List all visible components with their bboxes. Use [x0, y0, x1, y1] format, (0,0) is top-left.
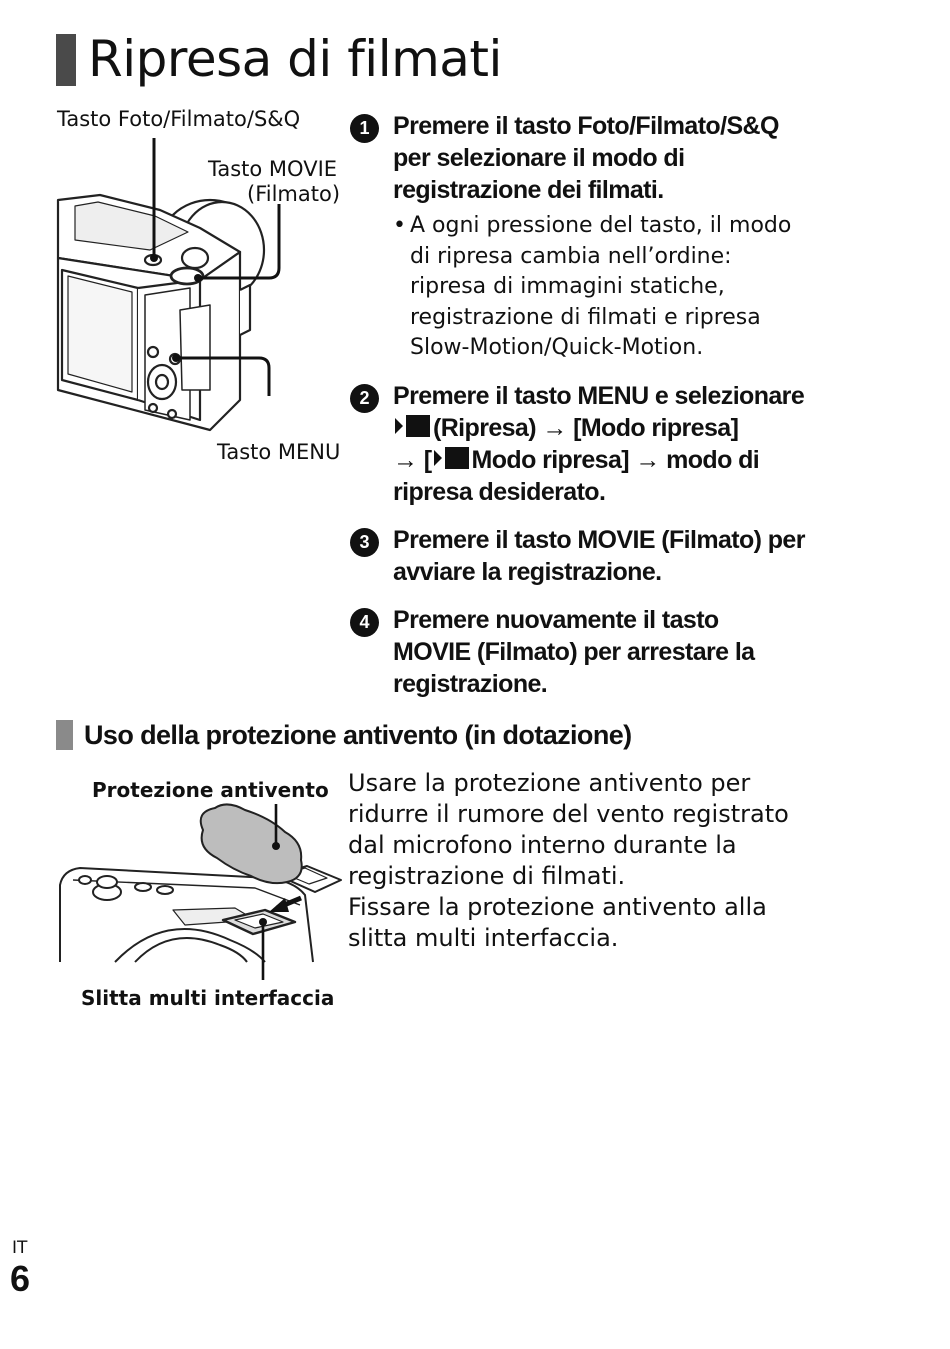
callout-multi-interface-shoe: Slitta multi interfaccia [81, 986, 335, 1010]
page-number: 6 [10, 1258, 31, 1299]
step-number-3: 3 [350, 528, 379, 557]
callout-movie-line2: (Filmato) [247, 182, 341, 206]
callout-menu-button: Tasto MENU [217, 440, 341, 464]
section-marker [56, 720, 73, 750]
step-2-ripresa: (Ripresa) [433, 413, 536, 442]
step-number-1: 1 [350, 114, 379, 143]
step-1 [350, 110, 820, 364]
title-bar-marker [56, 34, 76, 86]
step-4 [350, 604, 820, 700]
body-line: slitta multi interfaccia. [348, 924, 619, 952]
step-3-line: avviare la registrazione. [393, 557, 662, 586]
step-3 [350, 524, 820, 588]
arrow-icon: → [635, 445, 660, 474]
note-line: A ogni pressione del tasto, il modo [410, 213, 792, 238]
arrow-icon: → [393, 445, 418, 474]
step-2-line: Premere il tasto MENU e selezionare [393, 381, 805, 410]
step-1-line: Premere il tasto Foto/Filmato/S&Q [393, 112, 779, 140]
step-2-menu-item: [Modo ripresa] [573, 413, 739, 442]
step-3-text [393, 524, 820, 588]
steps-list [350, 110, 820, 716]
step-2-submenu-item: Modo ripresa] [471, 445, 629, 474]
section-body [348, 768, 828, 954]
step-2-line [393, 412, 820, 444]
step-1-text [393, 110, 820, 206]
step-4-text [393, 604, 820, 700]
page-language: IT [12, 1238, 28, 1258]
arrow-icon: → [542, 413, 567, 442]
camera-figure [50, 100, 350, 480]
step-1-note [393, 211, 820, 364]
callout-mode-button: Tasto Foto/Filmato/S&Q [57, 107, 301, 131]
step-3-line: Premere il tasto MOVIE (Filmato) per [393, 525, 805, 554]
step-2-bracket: [ [423, 445, 432, 474]
step-number-2: 2 [350, 384, 379, 413]
step-2 [350, 380, 820, 508]
step-1-line: per selezionare il modo di [393, 144, 685, 172]
step-2-line: ripresa desiderato. [393, 477, 606, 506]
windscreen-figure [55, 770, 350, 1020]
step-2-text [393, 380, 820, 508]
step-1-line: registrazione dei filmati. [393, 176, 664, 204]
page-title: Ripresa di filmati [88, 30, 502, 88]
note-line: di ripresa cambia nell’ordine: [410, 243, 732, 269]
body-line: dal microfono interno durante la [348, 831, 737, 859]
step-number-4: 4 [350, 608, 379, 637]
note-line: registrazione di filmati e ripresa [410, 304, 761, 330]
body-line: registrazione di filmati. [348, 862, 626, 890]
body-line: Fissare la protezione antivento alla [348, 893, 767, 921]
step-4-line: MOVIE (Filmato) per arrestare la [393, 637, 755, 666]
shooting-mode-icon [393, 412, 433, 440]
step-4-line: Premere nuovamente il tasto [393, 605, 719, 634]
note-line: Slow-Motion/Quick-Motion. [410, 335, 704, 360]
step-2-line [393, 444, 820, 476]
body-line: ridurre il rumore del vento registrato [348, 800, 789, 828]
body-line: Usare la protezione antivento per [348, 769, 751, 797]
callout-windscreen: Protezione antivento [92, 778, 329, 802]
shooting-mode-icon [432, 444, 472, 472]
bullet-dot: • [393, 213, 406, 238]
section-title: Uso della protezione antivento (in dotazione) [84, 720, 632, 750]
callout-movie-line1: Tasto MOVIE [208, 157, 338, 181]
step-4-line: registrazione. [393, 669, 548, 698]
note-line: ripresa di immagini statiche, [410, 274, 725, 299]
windscreen-illustration [55, 770, 350, 1020]
step-2-mode: modo di [666, 445, 760, 474]
